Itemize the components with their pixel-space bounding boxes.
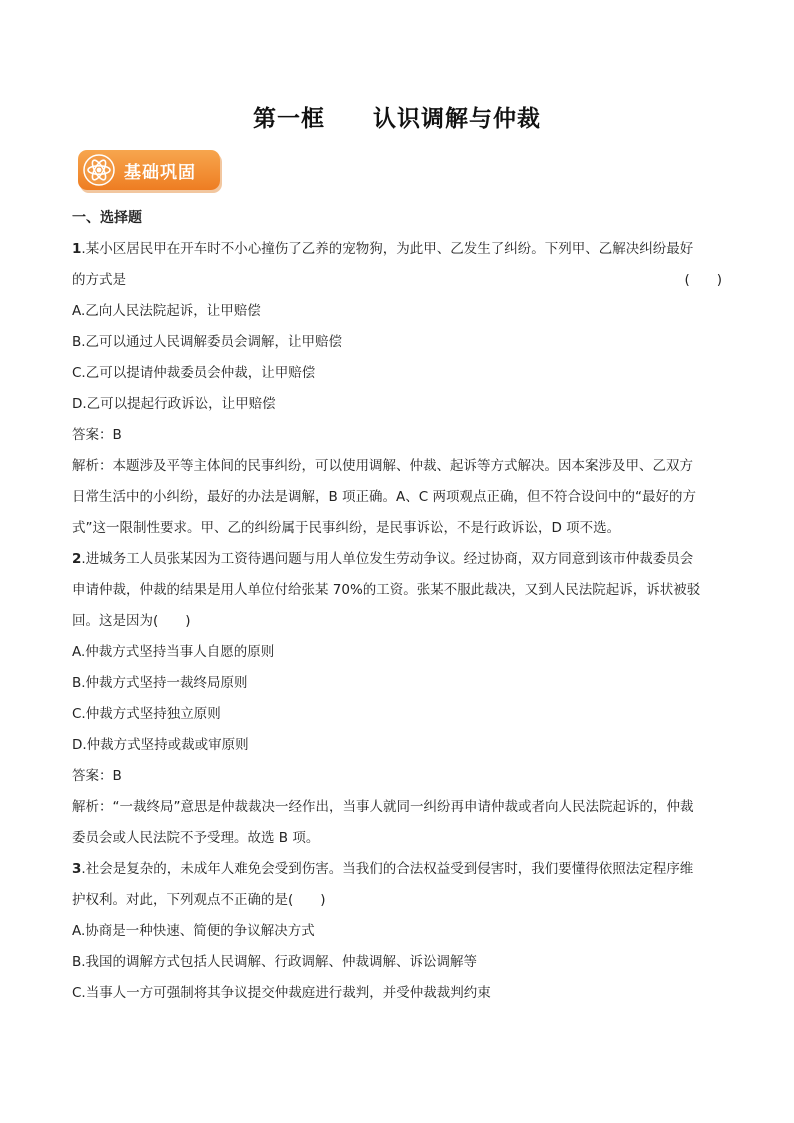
analysis-line: 解析：“一裁终局”意思是仲裁裁决一经作出，当事人就同一纠纷再申请仲裁或者向人民法院起诉的，仲裁: [72, 799, 694, 815]
option-a: A.仲裁方式坚持当事人自愿的原则: [72, 644, 275, 660]
option-b: B.乙可以通过人民调解委员会调解，让甲赔偿: [72, 334, 343, 350]
option-b: B.仲裁方式坚持一裁终局原则: [72, 675, 248, 691]
section-badge: [78, 150, 220, 190]
option-b: B.我国的调解方式包括人民调解、行政调解、仲裁调解、诉讼调解等: [72, 954, 478, 970]
question-stem: [72, 234, 724, 265]
stem-text: .某小区居民甲在开车时不小心撞伤了乙养的宠物狗，为此甲、乙发生了纠纷。下列甲、乙解决纠纷最好: [81, 241, 694, 257]
answer: 答案：B: [72, 427, 122, 443]
question-content: [72, 203, 724, 1009]
question-number: 2: [72, 551, 82, 567]
question-stem-continued: 回。这是因为( ): [72, 613, 191, 629]
option-d: D.仲裁方式坚持或裁或审原则: [72, 737, 249, 753]
answer: 答案：B: [72, 768, 122, 784]
question-stem-continued: [72, 265, 724, 296]
option-c: C.仲裁方式坚持独立原则: [72, 706, 221, 722]
analysis-line: 委员会或人民法院不予受理。故选 B 项。: [72, 830, 320, 846]
badge-label: 基础巩固: [124, 163, 196, 183]
stem-text: 的方式是: [72, 272, 126, 288]
option-c: C.乙可以提请仲裁委员会仲裁，让甲赔偿: [72, 365, 316, 381]
question-stem: [72, 544, 724, 575]
option-a: A.协商是一种快速、简便的争议解决方式: [72, 923, 315, 939]
analysis-line: 解析：本题涉及平等主体间的民事纠纷，可以使用调解、仲裁、起诉等方式解决。因本案涉及甲、乙双方: [72, 458, 693, 474]
option-d: D.乙可以提起行政诉讼，让甲赔偿: [72, 396, 276, 412]
analysis-line: 式”这一限制性要求。甲、乙的纠纷属于民事纠纷，是民事诉讼，不是行政诉讼，D 项不选。: [72, 520, 621, 536]
question-number: 1: [72, 241, 82, 257]
option-c: C.当事人一方可强制将其争议提交仲裁庭进行裁判，并受仲裁裁判约束: [72, 985, 491, 1001]
stem-text: .进城务工人员张某因为工资待遇问题与用人单位发生劳动争议。经过协商，双方同意到该市仲裁委员会: [81, 551, 694, 567]
section-heading: 一、选择题: [72, 210, 142, 226]
option-a: A.乙向人民法院起诉，让甲赔偿: [72, 303, 261, 319]
atom-icon: [83, 154, 115, 186]
page-title: 第一框 认识调解与仲裁: [253, 105, 541, 132]
question-stem: [72, 854, 724, 885]
question-number: 3: [72, 861, 82, 877]
question-stem-continued: 护权利。对此，下列观点不正确的是( ): [72, 892, 326, 908]
question-stem-continued: 申请仲裁，仲裁的结果是用人单位付给张某 70%的工资。张某不服此裁决，又到人民法院起诉，诉状被驳: [72, 582, 701, 598]
analysis-line: 日常生活中的小纠纷，最好的办法是调解，B 项正确。A、C 两项观点正确，但不符合设问中的“最好的方: [72, 489, 696, 505]
answer-blank: ( ): [684, 272, 722, 288]
stem-text: .社会是复杂的，未成年人难免会受到伤害。当我们的合法权益受到侵害时，我们要懂得依照法定程序维: [81, 861, 694, 877]
